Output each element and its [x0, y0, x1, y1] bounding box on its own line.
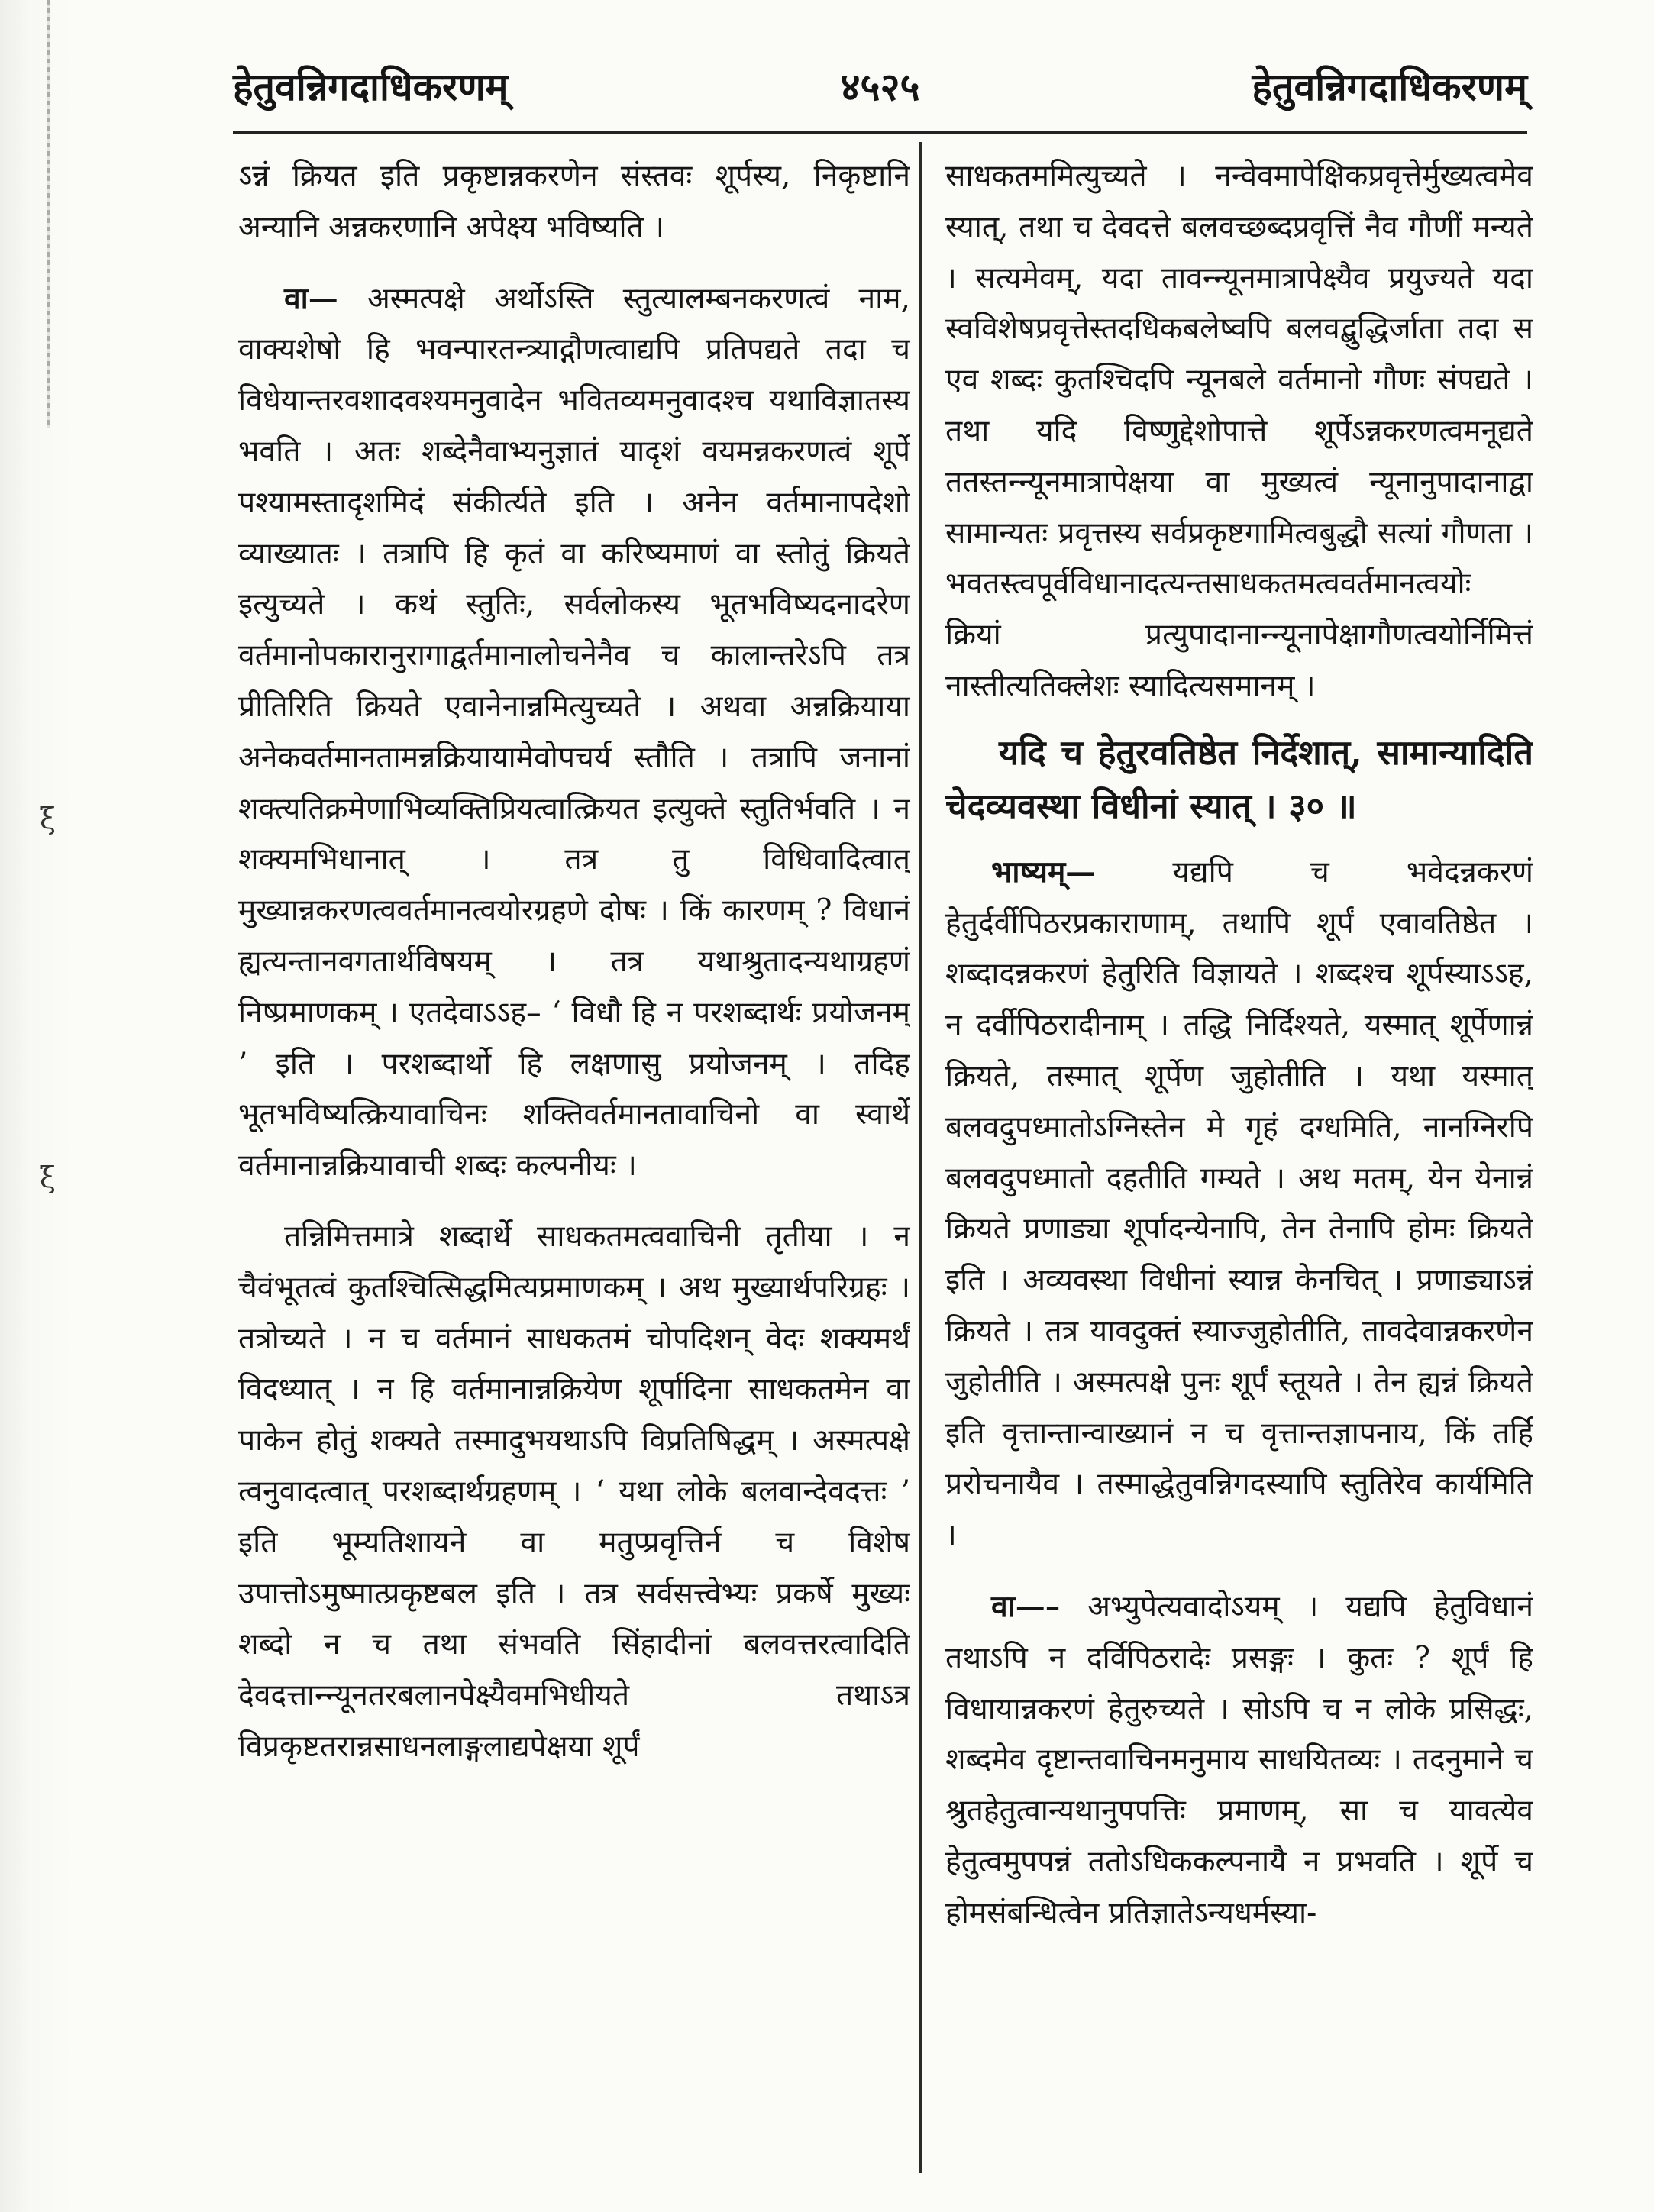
bhashya-paragraph: [945, 847, 1533, 1561]
vartika-lead: वा—–: [991, 1588, 1061, 1624]
scan-margin: [0, 0, 76, 2212]
right-column: [945, 151, 1533, 2175]
vartika-lead: वा—: [284, 280, 338, 316]
page-header: [233, 60, 1527, 113]
margin-mark: ξ: [40, 802, 56, 835]
sutra: यदि च हेतुरवतिष्ठेत निर्देशात्, सामान्यादिति चेदव्यवस्था विधीनां स्यात् । ३० ॥: [945, 731, 1533, 826]
paragraph-text: अस्मत्पक्षे अर्थोऽस्ति स्तुत्यालम्बनकरणत्वं नाम, वाक्यशेषो हि भवन्पारतन्त्र्याद्गौणत्वाद्यपि प्रतिपद्यते तदा च विधेयान्तरवशादवश्यमनुवादेन भवितव्यमनुवादश्च यथाविज्ञातस्य भवति । अतः शब्देनैवाभ्यनुज्ञातं यादृशं वयमन्नकरणत्वं शूर्पे पश्यामस्तादृशमिदं संकीर्त्यते इति । अनेन वर्तमानापदेशो व्याख्यातः । तत्रापि हि कृतं वा करिष्यमाणं वा स्तोतुं क्रियते इत्युच्यते । कथं स्तुतिः, सर्वलोकस्य भूतभविष्यदनादरेण वर्तमानोपकारानुरागाद्वर्तमानालोचनेनैव च कालान्तरेऽपि तत्र प्रीतिरिति क्रियते एवानेनान्नमित्युच्यते । अथवा अन्नक्रियाया अनेकवर्तमानतामन्नक्रियायामेवोपचर्य स्तौति । तत्रापि जनानां शक्त्यतिक्रमेणाभिव्यक्तिप्रियत्वात्क्रियत इत्युक्ते स्तुतिर्भवति । न शक्यमभिधानात् । तत्र तु विधिवादित्वात् मुख्यान्नकरणत्ववर्तमानत्वयोरग्रहणे दोषः । किं कारणम् ? विधानं ह्यत्यन्तानवगतार्थविषयम् । तत्र यथाश्रुतादन्यथाग्रहणं निष्प्रमाणकम् । एतदेवाऽऽह– ‘ विधौ हि न परशब्दार्थः प्रयोजनम् ’ इति । परशब्दार्थो हि लक्षणासु प्रयोजनम् । तदिह भूतभविष्यत्क्रियावाचिनः शक्तिवर्तमानतावाचिनो वा स्वार्थे वर्तमानान्नक्रियावाची शब्दः कल्पनीयः ।: [238, 281, 910, 1184]
vartika-paragraph: [238, 273, 910, 1192]
paragraph: साधकतममित्युच्यते । नन्वेवमापेक्षिकप्रवृत्तेर्मुख्यत्वमेव स्यात्, तथा च देवदत्ते बलवच्छब्दप्रवृत्तिं नैव गौणीं मन्यते । सत्यमेवम्, यदा तावन्न्यूनमात्रापेक्ष्यैव प्रयुज्यते यदा स्वविशेषप्रवृत्तेस्तदधिकबलेष्वपि बलवद्बुद्धिर्जाता तदा स एव शब्दः कुतश्चिदपि न्यूनबले वर्तमानो गौणः संपद्यते । तथा यदि विष्णुद्देशोपात्ते शूर्पेऽन्नकरणत्वमनूद्यते ततस्तन्न्यूनमात्रापेक्षया वा मुख्यत्वं न्यूनानुपादानाद्वा सामान्यतः प्रवृत्तस्य सर्वप्रकृष्टगामित्वबुद्धौ सत्यां गौणता । भवतस्त्वपूर्वविधानादत्यन्तसाधकतमत्ववर्तमानत्वयोः क्रियां प्रत्युपादानान्न्यूनापेक्षागौणत्वयोर्निमित्तं नास्तीत्यतिक्लेशः स्यादित्यसमानम् ।: [945, 159, 1533, 703]
column-divider: [919, 142, 922, 2173]
header-rule: [233, 131, 1527, 134]
bhashya-lead: भाष्यम्—: [991, 854, 1096, 890]
binding-edge: [47, 0, 50, 428]
page-number: ४५२५: [840, 64, 920, 109]
vartika-paragraph: [945, 1581, 1533, 1939]
left-column: [238, 151, 910, 2175]
paragraph: ऽन्नं क्रियत इति प्रकृष्टान्नकरणेन संस्तवः शूर्पस्य, निकृष्टानि अन्यानि अन्नकरणानि अपेक्ष्य भविष्यति ।: [238, 159, 910, 244]
paragraph-text: यद्यपि च भवेदन्नकरणं हेतुर्दर्वीपिठरप्रकाराणाम्, तथापि शूर्पं एवावतिष्ठेत । शब्दादन्नकरणं हेतुरिति विज्ञायते । शब्दश्च शूर्पस्याऽऽह, न दर्वीपिठरादीनाम् । तद्धि निर्दिश्यते, यस्मात् शूर्पेणान्नं क्रियते, तस्मात् शूर्पेण जुहोतीति । यथा यस्मात् बलवदुपध्मातोऽग्निस्तेन मे गृहं दग्धमिति, नानग्निरपि बलवदुपध्मातो दहतीति गम्यते । अथ मतम्, येन येनान्नं क्रियते प्रणाड्या शूर्पादन्येनापि, तेन तेनापि होमः क्रियते इति । अव्यवस्था विधीनां स्यान्न केनचित् । प्रणाड्याऽन्नं क्रियते । तत्र यावदुक्तं स्याज्जुहोतीति, तावदेवान्नकरणेन जुहोतीति । अस्मत्पक्षे पुनः शूर्पं स्तूयते । तेन ह्यन्नं क्रियते इति वृत्तान्तान्वाख्यानं न च वृत्तान्तज्ञापनाय, किं तर्हि प्ररोचनायैव । तस्माद्धेतुवन्निगदस्यापि स्तुतिरेव कार्यमिति ।: [945, 854, 1533, 1553]
paragraph: तन्निमित्तमात्रे शब्दार्थे साधकतमत्ववाचिनी तृतीया । न चैवंभूतत्वं कुतश्चित्सिद्धमित्यप्रमाणकम् । अथ मुख्यार्थपरिग्रहः । तत्रोच्यते । न च वर्तमानं साधकतमं चोपदिशन् वेदः शक्यमर्थं विदध्यात् । न हि वर्तमानान्नक्रियेण शूर्पादिना साधकतमेन वा पाकेन होतुं शक्यते तस्मादुभयथाऽपि विप्रतिषिद्धम् । अस्मत्पक्षे त्वनुवादत्वात् परशब्दार्थग्रहणम् । ‘ यथा लोके बलवान्देवदत्तः ’ इति भूम्यतिशायने वा मतुप्प्रवृत्तिर्न च विशेष उपात्तोऽमुष्मात्प्रकृष्टबल इति । तत्र सर्वसत्त्वेभ्यः प्रकर्षे मुख्यः शब्दो न च तथा संभवति सिंहादीनां बलवत्तरत्वादिति देवदत्तान्न्यूनतरबलानपेक्ष्यैवमभिधीयते तथाऽत्र विप्रकृष्टतरान्नसाधनलाङ्गलाद्यपेक्षया शूर्पं: [238, 1219, 910, 1764]
header-title-left: हेतुवन्निगदाधिकरणम्: [233, 64, 509, 109]
margin-mark: ξ: [40, 1161, 56, 1194]
paragraph-text: अभ्युपेत्यवादोऽयम् । यद्यपि हेतुविधानं तथाऽपि न दर्विपिठरादेः प्रसङ्गः । कुतः ? शूर्पं हि विधायान्नकरणं हेतुरुच्यते । सोऽपि च न लोके प्रसिद्धः, शब्दमेव दृष्टान्तवाचिनमनुमाय साधयितव्यः । तदनुमाने च श्रुतहेतुत्वान्यथानुपपत्तिः प्रमाणम्, सा च यावत्येव हेतुत्वमुपपन्नं ततोऽधिककल्पनायै न प्रभवति । शूर्पे च होमसंबन्धित्वेन प्रतिज्ञातेऽन्यधर्मस्या-: [945, 1589, 1533, 1930]
header-title-right: हेतुवन्निगदाधिकरणम्: [1252, 64, 1527, 109]
